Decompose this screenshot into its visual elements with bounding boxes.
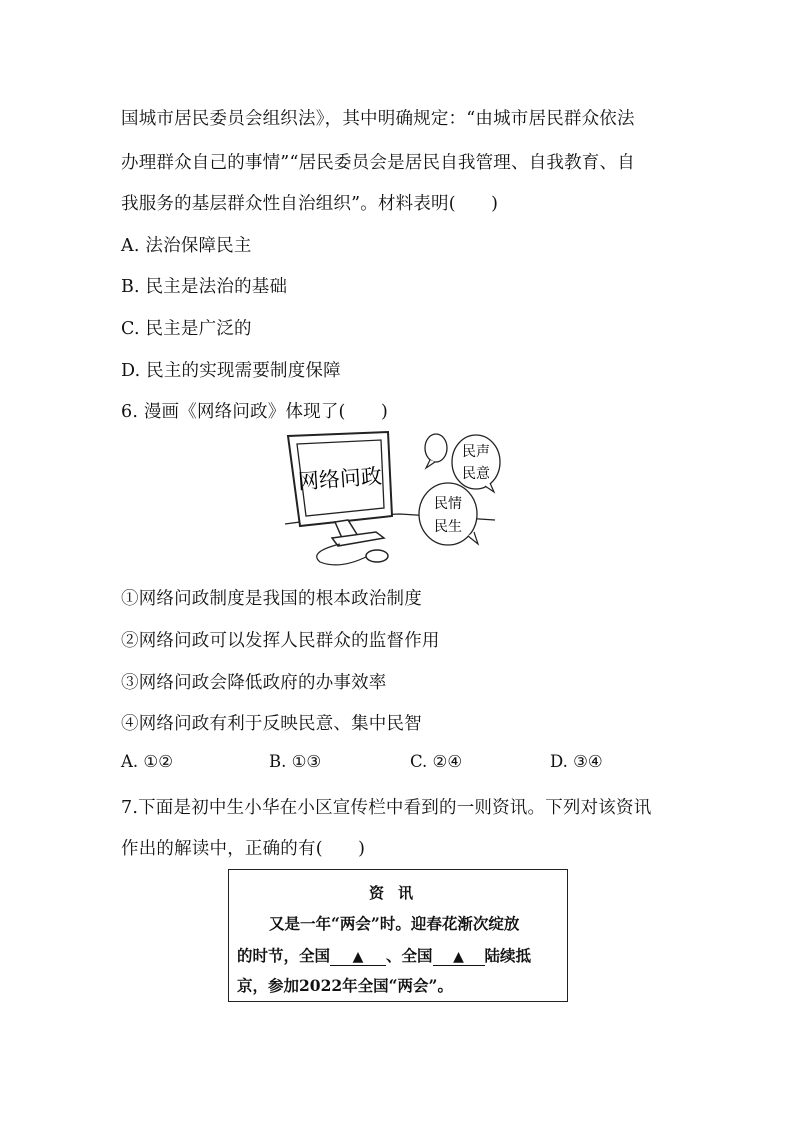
q6-statement-4: ④网络问政有利于反映民意、集中民智	[121, 714, 422, 734]
info-box-line-3: 京，参加2022年全国“两会”。	[237, 976, 453, 995]
q5-option-d: D. 民主的实现需要制度保障	[121, 361, 341, 381]
q6-choice-b: B. ①③	[269, 752, 322, 771]
screen-text: 网络问政	[297, 464, 383, 494]
info-line2-post: 陆续抵	[484, 946, 532, 965]
info-line2-mid: 、全国	[386, 946, 433, 965]
q5-option-a: A. 法治保障民主	[121, 236, 252, 256]
q7-text-line-1: 7.下面是初中生小华在小区宣传栏中看到的一则资讯。下列对该资讯	[121, 798, 652, 818]
bubble-bottom-line-2: 民生	[434, 519, 462, 535]
q6-statement-2: ②网络问政可以发挥人民群众的监督作用	[121, 631, 440, 651]
q5-text-line-2: 办理群众自己的事情”“居民委员会是居民自我管理、自我教育、自	[121, 153, 635, 173]
news-info-box	[228, 869, 568, 1002]
blank-2-symbol: ▲	[453, 949, 464, 965]
bubble-top-line-2: 民意	[462, 466, 490, 482]
blank-1	[330, 948, 386, 966]
q5-option-b: B. 民主是法治的基础	[121, 277, 288, 297]
q7-text-line-2: 作出的解读中，正确的有( )	[121, 839, 366, 859]
q5-text-line-3: 我服务的基层群众性自治组织”。材料表明( )	[121, 194, 499, 214]
q5-option-c: C. 民主是广泛的	[121, 319, 252, 339]
info-line2-pre: 的时节，全国	[237, 946, 331, 965]
info-box-title: 资讯	[368, 884, 427, 902]
bubble-top-line-1: 民声	[462, 444, 490, 460]
info-box-line-2	[237, 944, 531, 966]
bubble-bottom-line-1: 民情	[434, 496, 462, 512]
blank-1-symbol: ▲	[352, 949, 364, 965]
info-box-line-1: 又是一年“两会”时。迎春花渐次绽放	[269, 914, 520, 933]
q6-statement-1: ①网络问政制度是我国的根本政治制度	[121, 589, 422, 609]
q6-choice-d: D. ③④	[550, 752, 603, 771]
q6-statement-3: ③网络问政会降低政府的办事效率	[121, 673, 387, 693]
q6-choice-c: C. ②④	[410, 752, 463, 771]
q6-choice-a: A. ①②	[121, 752, 173, 771]
q6-stem: 6. 漫画《网络问政》体现了( )	[121, 402, 389, 422]
q5-text-line-1: 国城市居民委员会组织法》，其中明确规定：“由城市居民群众依法	[121, 109, 635, 129]
blank-2	[433, 948, 485, 966]
network-politics-cartoon	[280, 428, 515, 576]
